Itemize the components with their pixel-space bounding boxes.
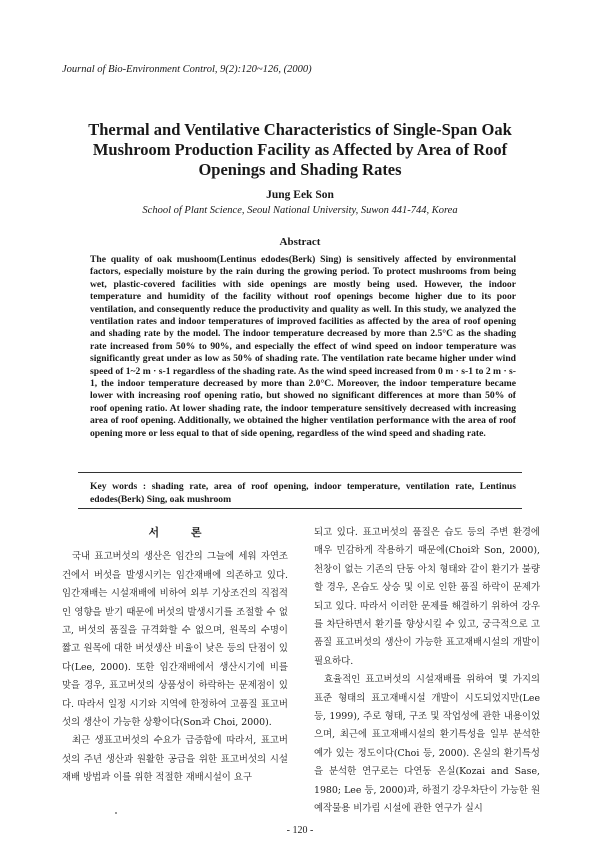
page-number: - 120 - (286, 825, 314, 836)
author-affiliation: School of Plant Science, Seoul National University, Suwon 441-744, Korea (142, 205, 458, 216)
scan-mark (115, 812, 117, 814)
right-column (314, 524, 540, 819)
keywords: Key words : shading rate, area of roof opening, indoor temperature, ventilation rate, Lentinus edodes(Berk) Sing, oak mushroom (90, 481, 516, 505)
section-heading-introduction: 서 론 (148, 526, 216, 539)
keywords-top-rule (78, 472, 522, 473)
paragraph: 국내 표고버섯의 생산은 임간의 그늘에 세워 자연조건에서 버섯을 발생시키는 임간재배에 의존하고 있다. 임간재배는 시설재배에 비하여 외부 기상조건의 직접적인 영향을 받기 때문에 버섯의 발생시기를 조절할 수 없고, 버섯의 품질을 규격화할 수 없으며, 원목의 수명이 짧고 원목에 대한 버섯생산 비율이 낮은 등의 단점이 있다(Lee, 2000). 또한 임간재배에서 생산시기에 비를 맞을 경우, 표고버섯의 상품성이 하락하는 문제점이 있다. 따라서 일정 시기와 지역에 한정하여 고품질 표고버섯의 생산이 가능한 상황이다(Son과 Choi, 2000). (62, 551, 288, 729)
paragraph: 되고 있다. 표고버섯의 품질은 습도 등의 주변 환경에 매우 민감하게 작용하기 때문에(Choi와 Son, 2000), 천창이 없는 기존의 단동 아치 형태와 같이 환기가 불량할 경우, 온습도 상승 및 이로 인한 품질 하락이 문제가 되고 있다. 따라서 이러한 문제를 해결하기 위하여 강우를 차단하면서 환기를 향상시킬 수 있고, 궁극적으로 고품질 표고버섯의 생산이 가능한 표고재배시설의 개발이 필요하다. (314, 527, 540, 667)
paper-title: Thermal and Ventilative Characteristics of Single-Span Oak Mushroom Production Facility as Affected by Area of Roof Openings and Shading Rates (88, 120, 512, 179)
keywords-bottom-rule (78, 508, 522, 509)
abstract-body: The quality of oak mushoom(Lentinus edodes(Berk) Sing) is sensitively affected by environmental factors, especially moisture by the rain during the growing period. To protect mushrooms from being wet, plastic-covered facilities with side openings are mostly being used. However, the indoor temperature and humidity of the facility without roof openings become higher due to its poor ventilation, and consequently reduce the productivity and quality as well. In this study, we analyzed the ventilation rates and indoor temperatures of improved facilities as affected by the area of roof opening and shading rate by the model. The indoor temperature decreased by more than 2.5°C as the shading rate increased from 50% to 90%, and especially the effect of wind speed on indoor temperature was significantly great under as low as 50% of shading rate. The ventilation rate became higher under wind speed of 1~2 m · s-1 regardless of the shading rate. As the wind speed increased from 0 m · s-1 to 2 m · s-1, the indoor temperature decreased by more than 2.0°C. Moreover, the indoor temperature became lower with increasing roof opening ratio, but showed no significant differences at more than 50% of roof opening ratio. At lower shading rate, the indoor temperature sensitively decreased with increasing area of roof opening. Additionally, we obtained the higher ventilation performance with the area of roof opening more or less equal to that of side opening, regardless of the wind speed and shading rate. (90, 254, 516, 439)
journal-citation: Journal of Bio-Environment Control, 9(2):120~126, (2000) (62, 64, 312, 75)
author-name: Jung Eek Son (266, 189, 334, 201)
abstract-heading: Abstract (279, 236, 321, 248)
paragraph: 효율적인 표고버섯의 시설재배를 위하여 몇 가지의 표준 형태의 표고재배시설 개발이 시도되었지만(Lee 등, 1999), 주로 형태, 구조 및 작업성에 관한 내용이었으며, 최근에 표고재배시설의 환기특성을 일부 분석한 예가 있는 정도이다(Choi 등, 2000). 온실의 환기특성을 분석한 연구로는 다연동 온실(Kozai and Sase, 1980; Lee 등, 2000)과, 하절기 강우차단이 가능한 원예작물용 비가림 시설에 관한 연구가 실시 (314, 674, 540, 815)
left-column (62, 524, 288, 788)
paragraph: 최근 생표고버섯의 수요가 급증함에 따라서, 표고버섯의 주년 생산과 원활한 공급을 위한 표고버섯의 시설재배 방법과 이를 위한 적절한 재배시설이 요구 (62, 735, 288, 784)
